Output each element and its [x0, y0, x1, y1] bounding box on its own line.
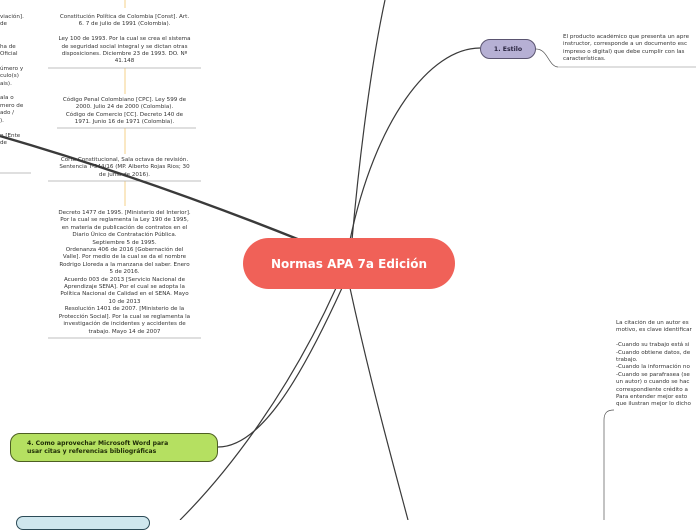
connector-bottom	[350, 288, 408, 520]
connector-estilo-note	[536, 49, 558, 67]
connector-next	[180, 288, 336, 520]
topic-next[interactable]	[16, 516, 150, 530]
note-estilo-description: El producto académico que presenta un apre instructor, corresponde a un documento esc impreso o digital) que debe cumplir con las características.	[563, 34, 690, 63]
topic-estilo[interactable]: 1. Estilo	[480, 39, 536, 59]
note-legal-1: Constitución Política de Colombia [Const]. Art. 6. 7 de julio de 1991 (Colombia). Ley 100 de 1993. Por la cual se crea el sistema de seguridad social integral y se dictan otras disposiciones. Diciembre 23 de 1993. DO. Nº 41.148	[58, 14, 191, 65]
connector-word	[218, 288, 342, 447]
connector-citacion	[604, 410, 614, 520]
connector-top	[352, 0, 385, 240]
note-legal-4: Decreto 1477 de 1995. [Ministerio del Interior]. Por la cual se reglamenta la Ley 190 de 1995, en materia de publicación de contratos en el Diario Único de Contratación Pública. Septiembre 5 de 1995. Ordenanza 406 de 2016 [Gobernación del Valle]. Por medio de la cual se da el nombre Rodrigo Lloreda a la manzana del saber. Enero 5 de 2016. Acuerdo 003 de 2013 [Servicio Nacional de Aprendizaje SENA]. Por el cual se adopta la Política Nacional de Calidad en el SENA. Mayo 10 de 2013 Resolución 1401 de 2007. [Ministerio de la Protección Social]. Por la cual se reglamenta la investigación de incidentes y accidentes de trabajo. Mayo 14 de 2007	[58, 210, 191, 335]
left-column-note: viación]. de ha de Oficial úmero y culo(s) ais). ala o mero de ado / ). n [Ente de	[0, 14, 24, 146]
topic-word-citas[interactable]: 4. Como aprovechar Microsoft Word para usar citas y referencias bibliográficas	[10, 433, 218, 462]
central-topic[interactable]: Normas APA 7a Edición	[243, 238, 455, 289]
note-legal-3: Corte Constitucional, Sala octava de revisión. Sentencia T-344/16 (MP. Alberto Rojas Rios; 30 de junio de 2016).	[59, 157, 190, 178]
note-citacion: La citación de un autor es motivo, es clave identificar -Cuando su trabajo está si -Cuando obtiene datos, de trabajo. -Cuando la información no -Cuando se parafrasea (se un autor) o cuando se hac correspondiente crédito a Para entender mejor esto que ilustran mejor lo dicho	[616, 320, 692, 408]
connector-estilo	[350, 48, 480, 240]
note-legal-2: Código Penal Colombiano [CPC]. Ley 599 de 2000. Julio 24 de 2000 (Colombia). Código de Comercio [CC]. Decreto 140 de 1971. Junio 16 de 1971 (Colombia).	[62, 97, 187, 126]
